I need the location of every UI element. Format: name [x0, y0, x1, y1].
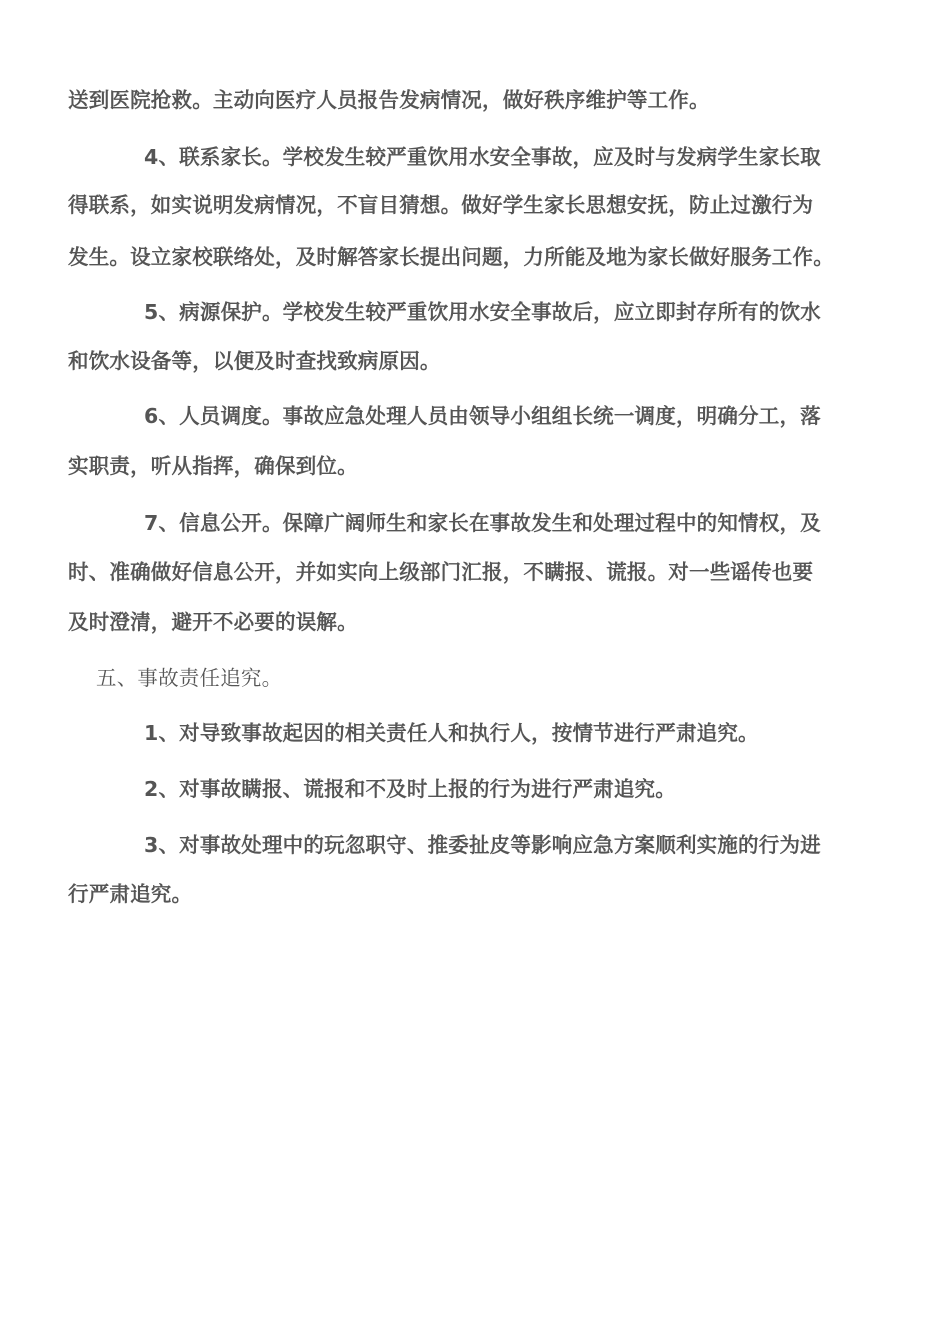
- item-4-line-3: 发生。设立家校联络处，及时解答家长提出问题，力所能及地为家长做好服务工作。: [68, 245, 834, 269]
- accountability-item-3: 3、对事故处理中的玩忽职守、推委扯皮等影响应急方案顺利实施的行为进: [144, 833, 821, 857]
- item-7-info-disclosure: 7、信息公开。保障广阔师生和家长在事故发生和处理过程中的知情权，及: [144, 511, 821, 535]
- accountability-item-3-line-2: 行严肃追究。: [68, 882, 193, 906]
- section-5-heading: 五、事故责任追究。: [96, 666, 283, 690]
- accountability-item-2: 2、对事故瞒报、谎报和不及时上报的行为进行严肃追究。: [144, 777, 676, 801]
- item-4-line-2: 得联系，如实说明发病情况，不盲目猜想。做好学生家长思想安抚，防止过激行为: [68, 193, 814, 217]
- item-5-line-2: 和饮水设备等，以便及时查找致病原因。: [68, 349, 441, 373]
- item-7-line-3: 及时澄清，避开不必要的误解。: [68, 610, 358, 634]
- item-5-source-protection: 5、病源保护。学校发生较严重饮用水安全事故后，应立即封存所有的饮水: [144, 300, 821, 324]
- item-4-contact-parents: 4、联系家长。学校发生较严重饮用水安全事故，应及时与发病学生家长取: [144, 145, 821, 169]
- item-7-line-2: 时、准确做好信息公开，并如实向上级部门汇报，不瞒报、谎报。对一些谣传也要: [68, 560, 814, 584]
- paragraph-3-continuation: 送到医院抢救。主动向医疗人员报告发病情况，做好秩序维护等工作。: [68, 88, 710, 112]
- item-6-staff-dispatch: 6、人员调度。事故应急处理人员由领导小组组长统一调度，明确分工，落: [144, 404, 821, 428]
- accountability-item-1: 1、对导致事故起因的相关责任人和执行人，按情节进行严肃追究。: [144, 721, 759, 745]
- item-6-line-2: 实职责，听从指挥，确保到位。: [68, 454, 358, 478]
